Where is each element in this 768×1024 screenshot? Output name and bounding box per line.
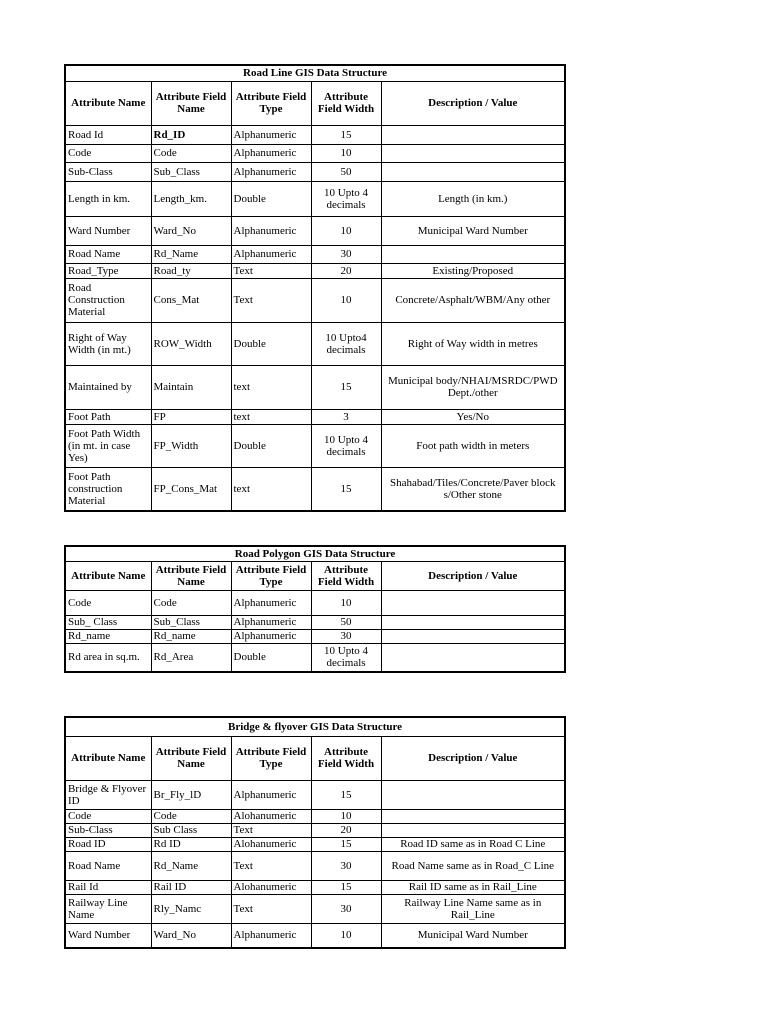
cell: Sub_Class (151, 615, 231, 629)
cell: Text (231, 823, 311, 837)
cell: Ward Number (65, 923, 151, 948)
cell: Foot Path construction Material (65, 467, 151, 511)
cell: 30 (311, 851, 381, 880)
cell: text (231, 467, 311, 511)
cell: Ward Number (65, 216, 151, 245)
table-row (65, 643, 565, 672)
cell: Double (231, 181, 311, 216)
cell (381, 162, 565, 181)
cell: Municipal Ward Number (381, 923, 565, 948)
cell: Text (231, 263, 311, 278)
cell: Road ID (65, 837, 151, 851)
header-description: Description / Value (381, 561, 565, 590)
cell: Code (65, 144, 151, 162)
cell: Alphanumeric (231, 144, 311, 162)
table-row (65, 809, 565, 823)
cell: Double (231, 424, 311, 467)
cell: Alphanumeric (231, 125, 311, 144)
cell: 10 Upto 4 decimals (311, 181, 381, 216)
header-field-type: Attribute Field Type (231, 561, 311, 590)
cell: Rd_Name (151, 851, 231, 880)
cell: Railway Line Name same as in Rail_Line (381, 894, 565, 923)
cell: 10 (311, 809, 381, 823)
header-field-type: Attribute Field Type (231, 81, 311, 125)
cell (381, 629, 565, 643)
cell (381, 643, 565, 672)
cell: Double (231, 643, 311, 672)
cell: 50 (311, 615, 381, 629)
cell: Foot Path (65, 409, 151, 424)
table-row (65, 263, 565, 278)
cell: 50 (311, 162, 381, 181)
cell: ROW_Width (151, 322, 231, 365)
cell: Rail Id (65, 880, 151, 894)
cell: Alphanumeric (231, 245, 311, 263)
cell: Code (151, 590, 231, 615)
cell: 10 (311, 923, 381, 948)
table-row (65, 162, 565, 181)
cell (381, 125, 565, 144)
cell: Alphanumeric (231, 216, 311, 245)
cell: 15 (311, 837, 381, 851)
table-row (65, 278, 565, 322)
cell: Rail ID same as in Rail_Line (381, 880, 565, 894)
cell (381, 590, 565, 615)
header-field-name: Attribute Field Name (151, 81, 231, 125)
table-row (65, 181, 565, 216)
table-row (65, 467, 565, 511)
cell: Length in km. (65, 181, 151, 216)
header-field-type: Attribute Field Type (231, 736, 311, 780)
cell: 30 (311, 894, 381, 923)
table-row (65, 615, 565, 629)
cell: Foot Path Width (in mt. in case Yes) (65, 424, 151, 467)
cell: Rd area in sq.m. (65, 643, 151, 672)
table-row (65, 780, 565, 809)
cell: 15 (311, 125, 381, 144)
cell: Alohanumeric (231, 880, 311, 894)
cell: Road Id (65, 125, 151, 144)
cell: Code (65, 590, 151, 615)
cell: Code (65, 809, 151, 823)
header-field-name: Attribute Field Name (151, 736, 231, 780)
cell: Code (151, 809, 231, 823)
cell: FP (151, 409, 231, 424)
cell: 3 (311, 409, 381, 424)
header-field-width: Attribute Field Width (311, 561, 381, 590)
cell: Text (231, 278, 311, 322)
table-row (65, 409, 565, 424)
cell: 20 (311, 263, 381, 278)
cell: Municipal Ward Number (381, 216, 565, 245)
table-row (65, 216, 565, 245)
table-row (65, 144, 565, 162)
cell: 10 Upto 4 decimals (311, 643, 381, 672)
header-description: Description / Value (381, 81, 565, 125)
cell: Sub-Class (65, 162, 151, 181)
table-row (65, 125, 565, 144)
table-row (65, 851, 565, 880)
header-attribute-name: Attribute Name (65, 81, 151, 125)
cell: Double (231, 322, 311, 365)
cell: Rd_Name (151, 245, 231, 263)
table-row (65, 837, 565, 851)
road-polygon-table (64, 545, 566, 673)
cell: Sub-Class (65, 823, 151, 837)
table-row (65, 823, 565, 837)
header-field-name: Attribute Field Name (151, 561, 231, 590)
bridge-flyover-table (64, 716, 566, 949)
table-row (65, 880, 565, 894)
cell: Bridge & Flyover ID (65, 780, 151, 809)
cell: Code (151, 144, 231, 162)
road-line-table (64, 64, 566, 512)
cell: Rd_ID (151, 125, 231, 144)
cell: Concrete/Asphalt/WBM/Any other (381, 278, 565, 322)
cell: Alohanumeric (231, 809, 311, 823)
cell: 10 (311, 216, 381, 245)
cell: Text (231, 851, 311, 880)
cell: 10 Upto 4 decimals (311, 424, 381, 467)
cell: Rd_name (151, 629, 231, 643)
cell: Shahabad/Tiles/Concrete/Paver block s/Other stone (381, 467, 565, 511)
cell: Alphanumeric (231, 162, 311, 181)
table-row (65, 424, 565, 467)
cell: Right of Way Width (in mt.) (65, 322, 151, 365)
cell: Road_ty (151, 263, 231, 278)
cell: Sub_ Class (65, 615, 151, 629)
cell (381, 245, 565, 263)
cell: Text (231, 894, 311, 923)
cell: FP_Cons_Mat (151, 467, 231, 511)
cell: Rd_name (65, 629, 151, 643)
cell: Existing/Proposed (381, 263, 565, 278)
table-row (65, 365, 565, 409)
cell: 10 Upto4 decimals (311, 322, 381, 365)
cell (381, 780, 565, 809)
cell: 10 (311, 144, 381, 162)
cell: Alphanumeric (231, 590, 311, 615)
cell: Road Name (65, 851, 151, 880)
cell: text (231, 365, 311, 409)
cell: Road Name same as in Road_C Line (381, 851, 565, 880)
cell: 30 (311, 629, 381, 643)
cell: 15 (311, 780, 381, 809)
cell: Rd_Area (151, 643, 231, 672)
cell (381, 615, 565, 629)
cell: 15 (311, 365, 381, 409)
header-description: Description / Value (381, 736, 565, 780)
table-row (65, 923, 565, 948)
cell: Alphanumeric (231, 615, 311, 629)
cell: Sub_Class (151, 162, 231, 181)
cell: 15 (311, 880, 381, 894)
cell: Railway Line Name (65, 894, 151, 923)
cell: Length_km. (151, 181, 231, 216)
cell: Right of Way width in metres (381, 322, 565, 365)
cell: Rail ID (151, 880, 231, 894)
cell: Rly_Namc (151, 894, 231, 923)
cell: Alphanumeric (231, 629, 311, 643)
cell: 15 (311, 467, 381, 511)
cell: FP_Width (151, 424, 231, 467)
table-row (65, 322, 565, 365)
table-title: Bridge & flyover GIS Data Structure (65, 717, 565, 736)
header-field-width: Attribute Field Width (311, 81, 381, 125)
cell: Sub Class (151, 823, 231, 837)
cell: 20 (311, 823, 381, 837)
cell: Yes/No (381, 409, 565, 424)
cell: Road Construction Material (65, 278, 151, 322)
cell: Ward_No (151, 923, 231, 948)
cell: 10 (311, 590, 381, 615)
cell (381, 823, 565, 837)
cell: Maintained by (65, 365, 151, 409)
cell: Ward_No (151, 216, 231, 245)
table-row (65, 245, 565, 263)
table-title: Road Line GIS Data Structure (65, 65, 565, 81)
header-field-width: Attribute Field Width (311, 736, 381, 780)
cell: Maintain (151, 365, 231, 409)
table-row (65, 590, 565, 615)
cell: Municipal body/NHAI/MSRDC/PWD Dept./other (381, 365, 565, 409)
cell: 30 (311, 245, 381, 263)
cell (381, 809, 565, 823)
table-title: Road Polygon GIS Data Structure (65, 546, 565, 561)
cell: Alphanumeric (231, 780, 311, 809)
cell: Alphanumeric (231, 923, 311, 948)
cell: text (231, 409, 311, 424)
cell: Cons_Mat (151, 278, 231, 322)
cell: Length (in km.) (381, 181, 565, 216)
cell: Br_Fly_lD (151, 780, 231, 809)
header-attribute-name: Attribute Name (65, 736, 151, 780)
cell: Rd ID (151, 837, 231, 851)
cell (381, 144, 565, 162)
table-row (65, 894, 565, 923)
header-attribute-name: Attribute Name (65, 561, 151, 590)
cell: Road ID same as in Road C Line (381, 837, 565, 851)
cell: Road_Type (65, 263, 151, 278)
cell: Alohanumeric (231, 837, 311, 851)
cell: Foot path width in meters (381, 424, 565, 467)
table-row (65, 629, 565, 643)
cell: Road Name (65, 245, 151, 263)
cell: 10 (311, 278, 381, 322)
